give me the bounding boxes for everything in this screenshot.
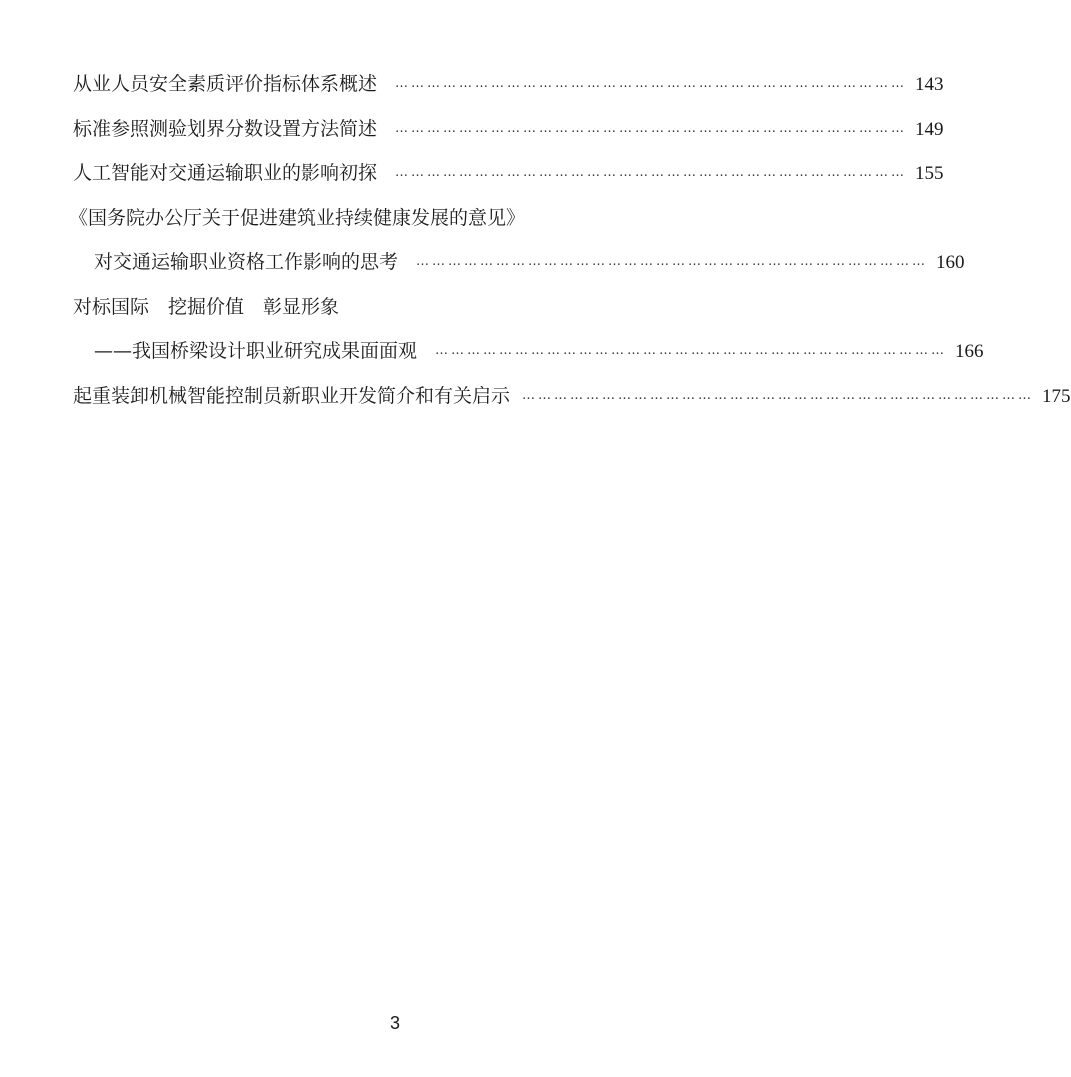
- dot-leader: ……………………………………………………………………………………: [416, 254, 929, 269]
- toc-entry-continuation[interactable]: [73, 240, 965, 285]
- toc-entry-title: 《国务院办公厅关于促进建筑业持续健康发展的意见》: [69, 206, 526, 229]
- toc-entry-page: 149: [915, 118, 944, 140]
- toc-entry-title: 标准参照测验划界分数设置方法简述: [73, 117, 378, 140]
- page-number: 3: [389, 1013, 400, 1033]
- toc-entry[interactable]: [73, 62, 944, 107]
- toc-entry-page: 143: [915, 74, 944, 95]
- table-of-contents: [69, 62, 1071, 418]
- toc-entry-title: 对交通运输职业资格工作影响的思考: [94, 251, 399, 273]
- dot-leader: ……………………………………………………………………………………: [522, 387, 1035, 403]
- toc-entry[interactable]: [73, 107, 944, 152]
- toc-entry-page: 175: [1042, 385, 1071, 407]
- toc-entry-heading[interactable]: [69, 196, 719, 241]
- dot-leader: ……………………………………………………………………………………: [395, 165, 908, 180]
- toc-entry-continuation[interactable]: [73, 329, 984, 374]
- toc-entry-page: 166: [955, 341, 984, 362]
- toc-entry-page: 160: [936, 252, 965, 273]
- dot-leader: ……………………………………………………………………………………: [395, 76, 908, 91]
- toc-entry[interactable]: [73, 151, 944, 196]
- toc-entry-page: 155: [915, 163, 944, 184]
- toc-entry[interactable]: [73, 374, 1071, 419]
- toc-entry-title: ——我国桥梁设计职业研究成果面面观: [94, 340, 418, 362]
- toc-entry-heading[interactable]: [73, 285, 719, 330]
- dot-leader: ……………………………………………………………………………………: [395, 120, 908, 136]
- toc-entry-title: 对标国际 挖掘价值 彰显形象: [73, 295, 340, 318]
- toc-entry-title: 人工智能对交通运输职业的影响初探: [73, 162, 378, 184]
- toc-entry-title: 从业人员安全素质评价指标体系概述: [73, 73, 378, 95]
- toc-entry-title: 起重装卸机械智能控制员新职业开发简介和有关启示: [73, 384, 511, 407]
- dot-leader: ……………………………………………………………………………………: [435, 343, 948, 358]
